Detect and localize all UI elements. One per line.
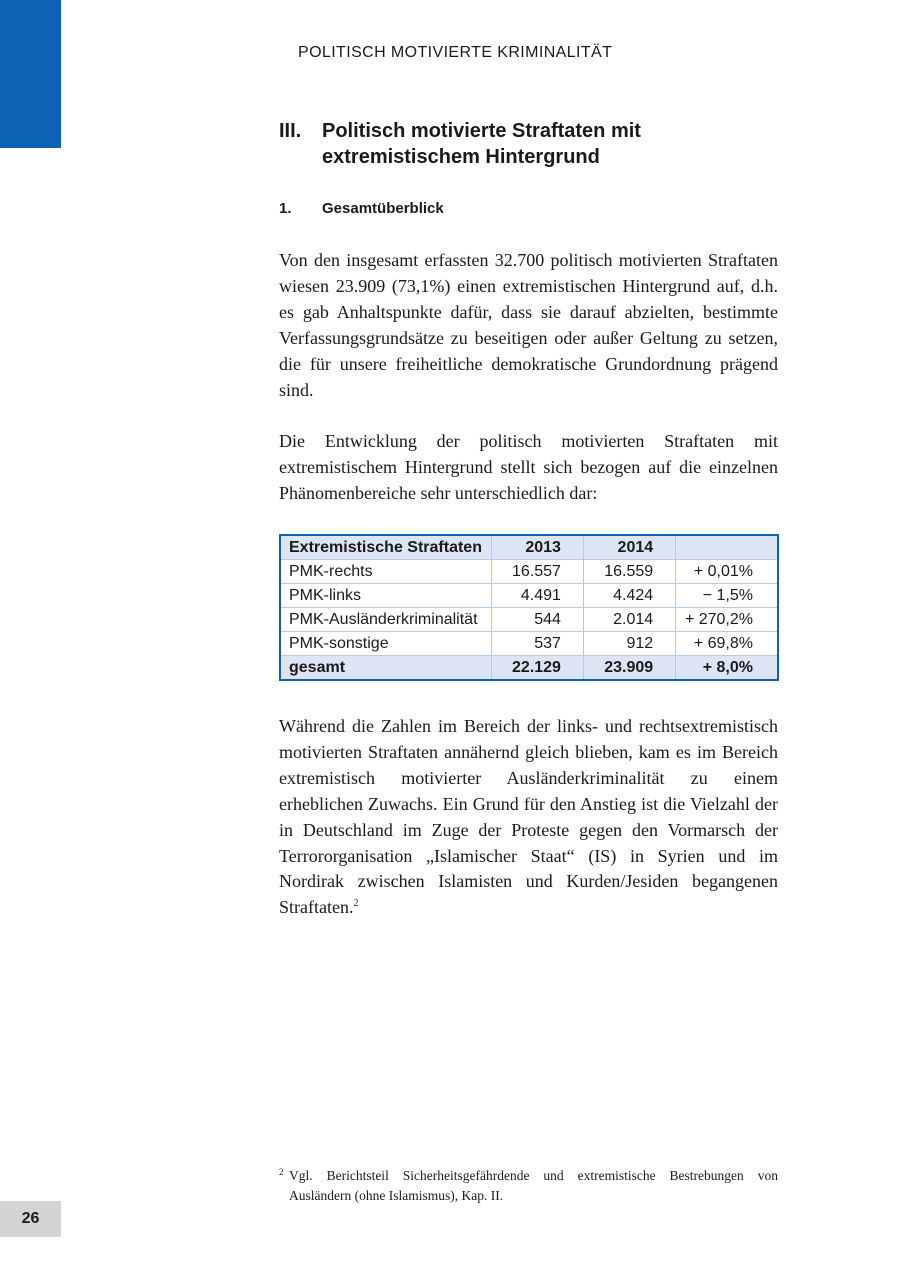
running-head: POLITISCH MOTIVIERTE KRIMINALITÄT [298,44,613,61]
subsection-heading [279,200,444,217]
table-cell: 16.559 [583,560,675,584]
table-cell: 2.014 [583,608,675,632]
table-cell: 16.557 [491,560,583,584]
table-row [280,584,778,608]
subsection-number: 1. [279,200,292,217]
footnote-text: Vgl. Berichtsteil Sicherheitsgefährdende und extremistische Bestrebungen von Ausländern (ohne Islamismus), Kap. II. [289,1168,778,1203]
table-header-cell: Extremistische Straftaten [280,535,491,560]
paragraph-2: Die Entwicklung der politisch motivierten Straftaten mit extremistischem Hintergrund stellt sich bezogen auf die einzelnen Phänomenbereiche sehr unterschiedlich dar: [279,431,778,503]
table-header-row [280,535,778,560]
table-cell: + 0,01% [676,560,778,584]
table-row [280,608,778,632]
subsection-title: Gesamtüberblick [322,200,444,217]
table-cell: 537 [491,632,583,656]
section-number: III. [279,120,302,142]
table-cell: PMK-rechts [280,560,491,584]
paragraph-1: Von den insgesamt erfassten 32.700 politisch motivierten Straftaten wiesen 23.909 (73,1%) einen extremistischen Hintergrund auf, d.h. es gab Anhaltspunkte dafür, dass sie darauf abzielten, bestimmte Verfassungsgrundsätze zu beseitigen oder außer Geltung zu setzen, die für unsere freiheitliche demokratische Grundordnung prägend sind. [279,250,778,400]
table-header-cell: 2014 [583,535,675,560]
page-number: 26 [0,1201,61,1237]
table-cell: − 1,5% [676,584,778,608]
paragraph-3 [279,714,778,921]
table-cell: 912 [583,632,675,656]
chapter-color-tab [0,0,61,148]
table-cell: PMK-links [280,584,491,608]
table-cell: + 69,8% [676,632,778,656]
table-cell: PMK-sonstige [280,632,491,656]
table-total-row [280,656,778,681]
section-title: Politisch motivierte Straftaten mit extremistischem Hintergrund [322,120,641,168]
table-header-cell [676,535,778,560]
table-cell: 544 [491,608,583,632]
table-cell: 4.424 [583,584,675,608]
table-cell: + 270,2% [676,608,778,632]
footnote-marker: 2 [279,1167,284,1177]
table-cell: + 8,0% [676,656,778,681]
footnote [279,1166,778,1205]
table-cell: gesamt [280,656,491,681]
table-row [280,560,778,584]
table-cell: 22.129 [491,656,583,681]
table-cell: 23.909 [583,656,675,681]
table-row [280,632,778,656]
table-cell: PMK-Ausländerkriminalität [280,608,491,632]
footnote-reference[interactable]: 2 [353,898,359,910]
table-header-cell: 2013 [491,535,583,560]
extremist-offences-table [279,534,779,681]
paragraph-3-text: Während die Zahlen im Bereich der links- und rechtsextremistisch motivierten Straftaten annähernd gleich blieben, kam es im Bereich extremistisch motivierter Ausländerkriminalität zu einem erheblichen Zuwachs. Ein Grund für den Anstieg ist die Vielzahl der in Deutschland im Zuge der Proteste gegen den Vormarsch der Terrororganisation „Islamischer Staat“ (IS) in Syrien und im Nordirak zwischen Islamisten und Kurden/Jesiden begangenen Straftaten. [279,716,778,918]
table-cell: 4.491 [491,584,583,608]
